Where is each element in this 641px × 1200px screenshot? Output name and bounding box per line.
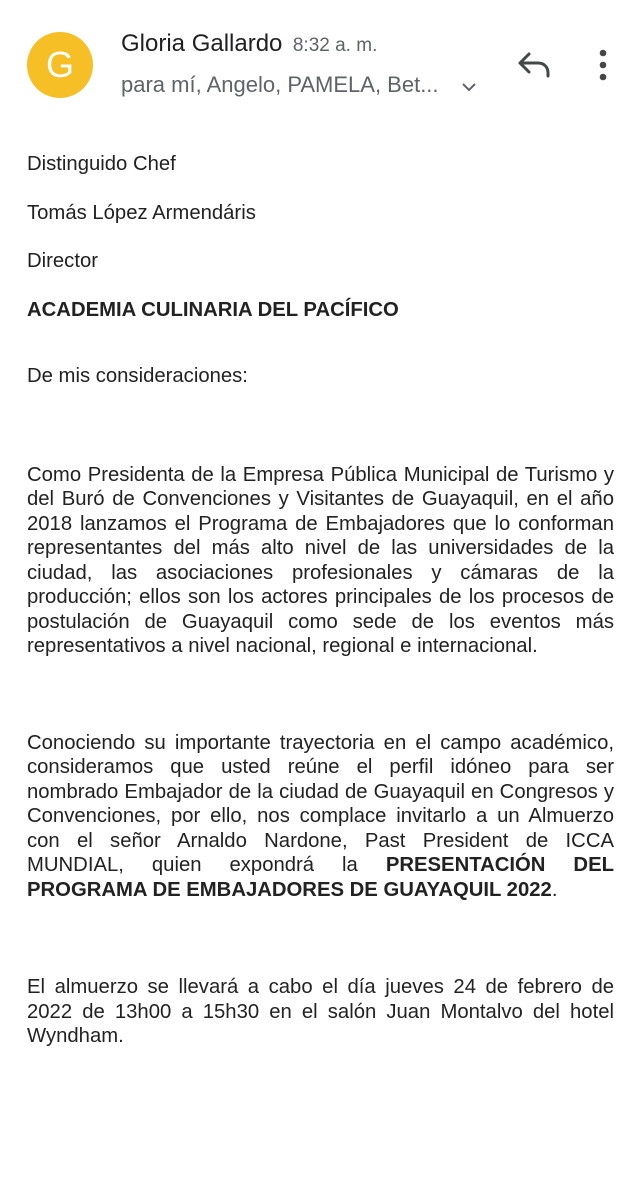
email-header: [0, 0, 641, 125]
email-time: 8:32 a. m.: [292, 35, 378, 56]
sender-line: [121, 30, 377, 58]
organization-name: ACADEMIA CULINARIA DEL PACÍFICO: [27, 298, 399, 321]
recipients-text: para mí, Angelo, PAMELA, Bet...: [121, 72, 439, 97]
paragraph-1: Como Presidenta de la Empresa Pública Municipal de Turismo y del Buró de Convenciones y Visitantes de Guayaquil, en el año 2018 lanzamos el Programa de Embajadores que lo conforman representantes del más alto nivel de las universidades de la ciudad, las asociaciones profesionales y cámaras de la producción; ellos son los actores principales de los procesos de postulación de Guayaquil como sede de los eventos más representativos a nivel nacional, regional e internacional.: [27, 463, 614, 657]
salutation-block: [27, 152, 614, 274]
chevron-down-icon[interactable]: [461, 73, 477, 99]
salutation-line-name: Tomás López Armendáris: [27, 201, 256, 224]
more-vert-icon[interactable]: [590, 45, 616, 85]
salutation-line-title: Distinguido Chef: [27, 153, 176, 175]
email-body: [27, 152, 614, 1049]
greeting: De mis consideraciones:: [27, 365, 248, 387]
paragraph-3: El almuerzo se llevará a cabo el día jueves 24 de febrero de 2022 de 13h00 a 15h30 en el salón Juan Montalvo del hotel Wyndham.: [27, 976, 614, 1047]
reply-icon[interactable]: [516, 50, 552, 80]
paragraph-2-bold: PRESENTACIÓN DEL PROGRAMA DE EMBAJADORES DE GUAYAQUIL 2022: [27, 854, 614, 901]
salutation-line-role: Director: [27, 250, 98, 272]
sender-avatar[interactable]: G: [27, 32, 93, 98]
recipients-toggle[interactable]: [121, 72, 477, 99]
paragraph-2-end: .: [551, 878, 558, 901]
paragraph-2: [27, 731, 614, 903]
paragraph-2-text: Conociendo su importante trayectoria en el campo académico, consideramos que usted reúne el perfil idóneo para ser nombrado Embajador de la ciudad de Guayaquil en Congresos y Convenciones, por ello, nos complace invitarlo a un Almuerzo con el señor Arnaldo Nardone, Past President de ICCA MUNDIAL, quien expondrá la: [27, 731, 614, 876]
sender-name[interactable]: Gloria Gallardo: [121, 30, 283, 57]
